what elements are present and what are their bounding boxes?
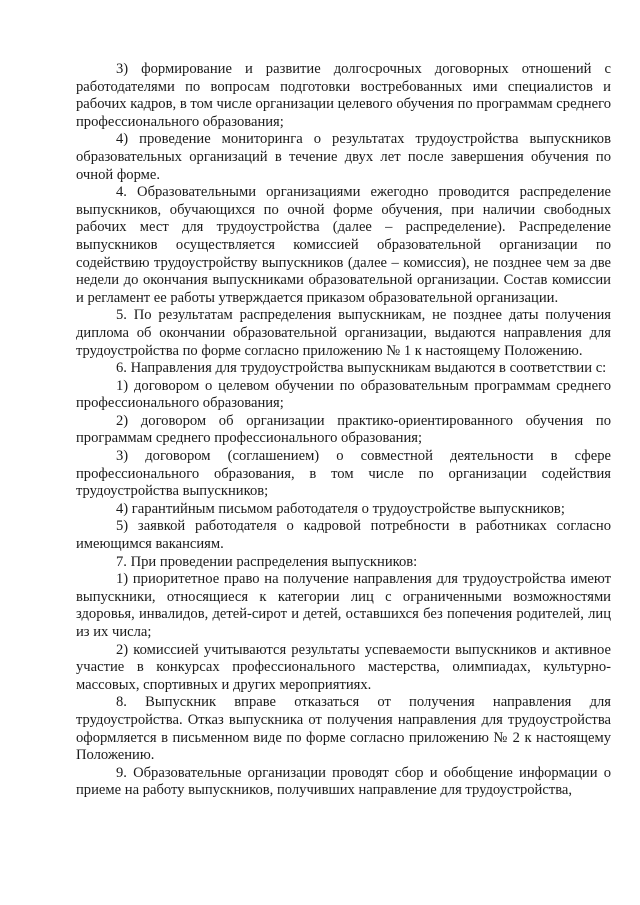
- item-1-priority-right: 1) приоритетное право на получение направления для трудоустройства имеют выпускники, относящиеся к категории лиц с ограниченными возможностями здоровья, инвалидов, детей-сирот и детей, оставшихся без попечения родителей, лиц из их числа;: [76, 571, 611, 640]
- section-7-distribution-rules: 7. При проведении распределения выпускников:: [116, 553, 418, 570]
- section-4-distribution: 4. Образовательными организациями ежегодно проводится распределение выпускников, обучающихся по очной форме обучения, при наличии свободных рабочих мест для трудоустройства (далее – распределение). Распределение выпускников осуществляется комиссией образовательной организации по содействию трудоустройству выпускников (далее – комиссия), не позднее чем за две недели до окончания выпускниками образовательной организации. Состав комиссии и регламент ее работы утверждается приказом образовательной организации.: [76, 184, 611, 306]
- section-6-referrals-basis: 6. Направления для трудоустройства выпускникам выдаются в соответствии с:: [116, 360, 607, 377]
- item-4-guarantee-letter: 4) гарантийным письмом работодателя о трудоустройстве выпускников;: [116, 500, 565, 517]
- item-1-target-training: 1) договором о целевом обучении по образовательным программам среднего профессионального образования;: [76, 377, 611, 412]
- document-page: [76, 61, 611, 800]
- item-5-employer-request: 5) заявкой работодателя о кадровой потребности в работниках согласно имеющимся вакансиям.: [76, 518, 611, 553]
- item-2-commission-criteria: 2) комиссией учитываются результаты успеваемости выпускников и активное участие в конкурсах профессионального мастерства, олимпиадах, культурно-массовых, спортивных и других мероприятиях.: [76, 641, 611, 693]
- section-5-referrals: 5. По результатам распределения выпускникам, не позднее даты получения диплома об окончании образовательной организации, выдаются направления для трудоустройства по форме согласно приложению № 1 к настоящему Положению.: [76, 307, 611, 359]
- section-8-refusal: 8. Выпускник вправе отказаться от получения направления для трудоустройства. Отказ выпускника от получения направления для трудоустройства оформляется в письменном виде по форме согласно приложению № 2 к настоящему Положению.: [76, 694, 611, 764]
- paragraph-4-monitoring: 4) проведение мониторинга о результатах трудоустройства выпускников образовательных организаций в течение двух лет после завершения обучения по очной форме.: [76, 131, 611, 183]
- item-2-practice-training: 2) договором об организации практико-ориентированного обучения по программам среднего профессионального образования;: [76, 412, 611, 447]
- paragraph-3-long-term-relations: 3) формирование и развитие долгосрочных договорных отношений с работодателями по вопросам подготовки востребованных ими специалистов и рабочих кадров, в том числе организации целевого обучения по программам среднего профессионального образования;: [76, 61, 611, 130]
- item-3-joint-activity: 3) договором (соглашением) о совместной деятельности в сфере профессионального образования, в том числе по организации содействия трудоустройства выпускников;: [76, 448, 611, 500]
- section-9-information-collection: 9. Образовательные организации проводят сбор и обобщение информации о приеме на работу выпускников, получивших направление для трудоустройства,: [76, 764, 611, 799]
